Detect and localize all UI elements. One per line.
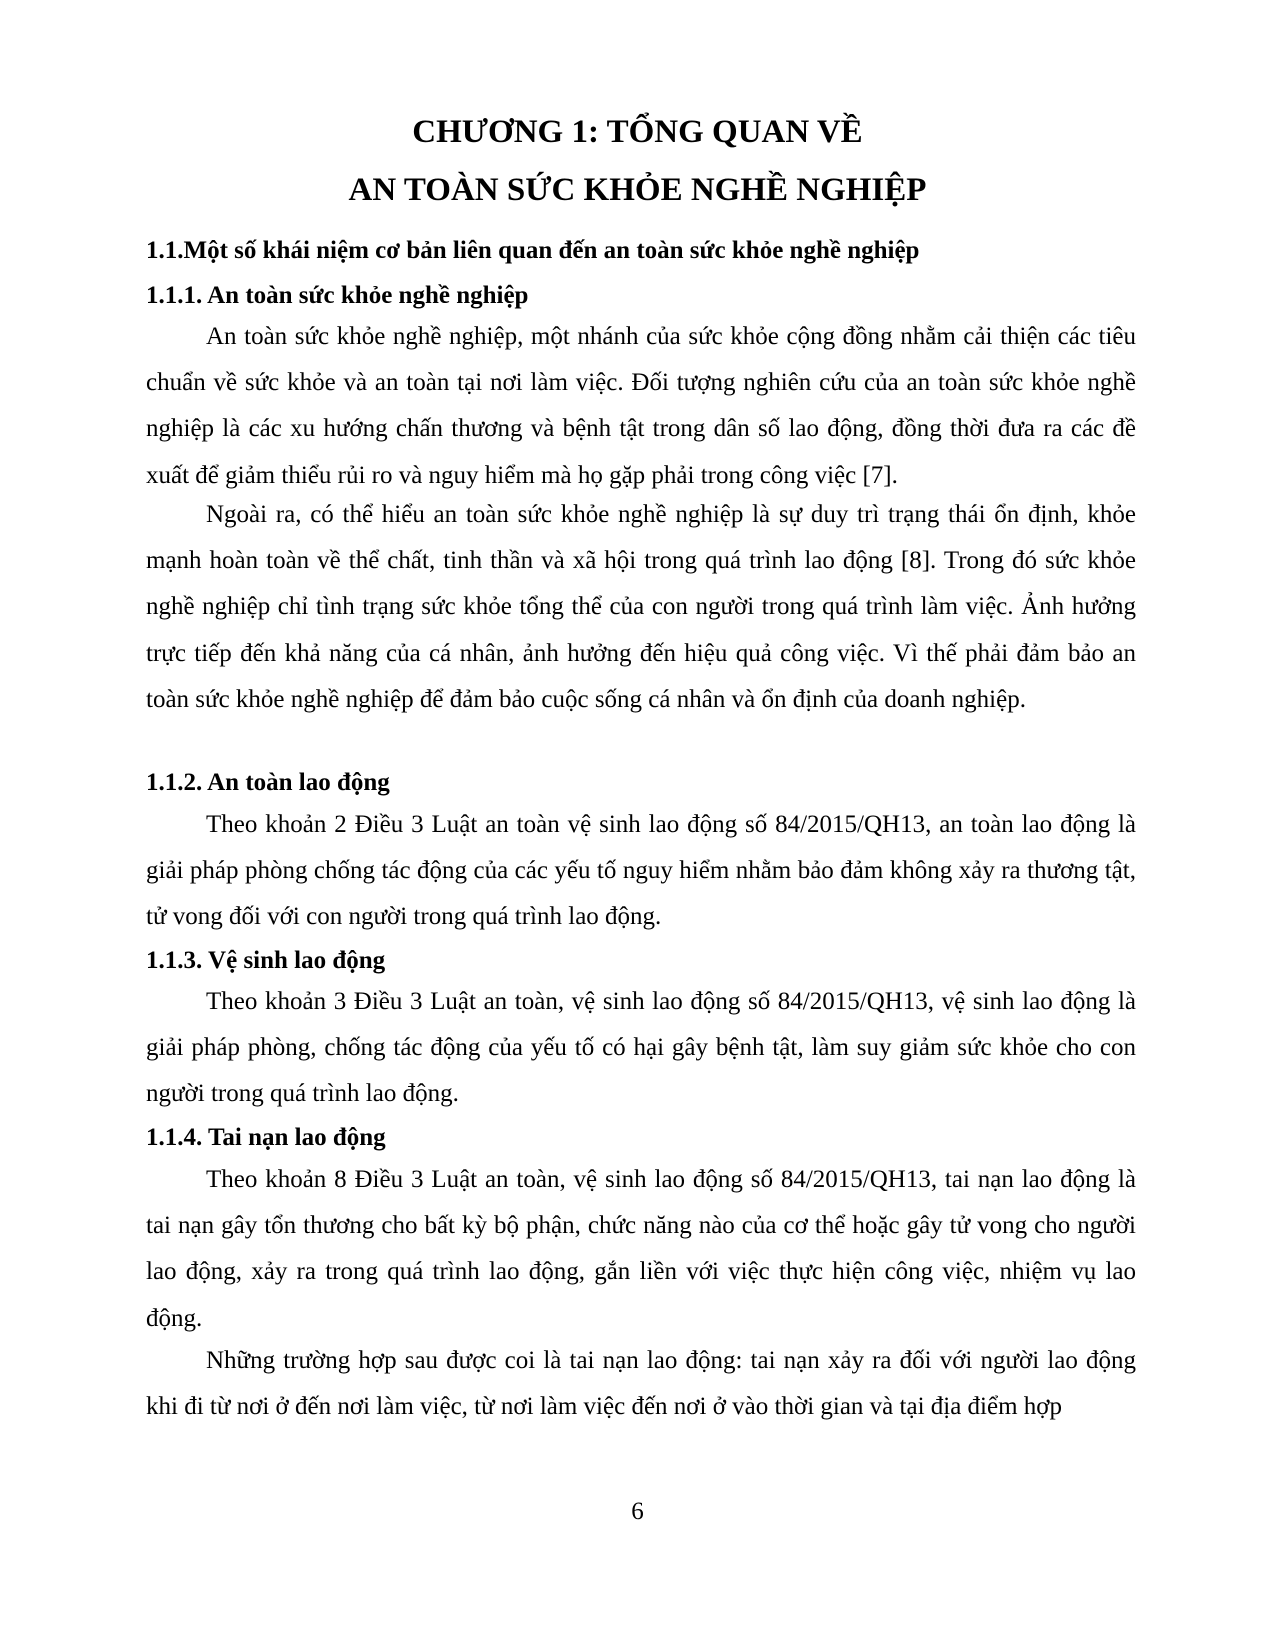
section-heading-1-1-3: 1.1.3. Vệ sinh lao động [146,947,386,974]
page-number: 6 [631,1498,644,1525]
paragraph-1-1-4-b: Những trường hợp sau được coi là tai nạn lao động: tai nạn xảy ra đối với người lao động khi đi từ nơi ở đến nơi làm việc, từ nơi làm việc đến nơi ở vào thời gian và tại địa điểm hợp [146,1347,1136,1421]
paragraph-1-1-3: Theo khoản 3 Điều 3 Luật an toàn, vệ sinh lao động số 84/2015/QH13, vệ sinh lao động là giải pháp phòng, chống tác động của yếu tố có hại gây bệnh tật, làm suy giảm sức khỏe cho con người trong quá trình lao động. [146,988,1136,1108]
chapter-title-line-1: CHƯƠNG 1: TỔNG QUAN VỀ [412,114,863,150]
paragraph-1-1-1-b: Ngoài ra, có thể hiểu an toàn sức khỏe nghề nghiệp là sự duy trì trạng thái ổn định, khỏe mạnh hoàn toàn về thể chất, tinh thần và xã hội trong quá trình lao động [8]. Trong đó sức khỏe nghề nghiệp chỉ tình trạng sức khỏe tổng thể của con người trong quá trình làm việc. Ảnh hưởng trực tiếp đến khả năng của cá nhân, ảnh hưởng đến hiệu quả công việc. Vì thế phải đảm bảo an toàn sức khỏe nghề nghiệp để đảm bảo cuộc sống cá nhân và ổn định của doanh nghiệp. [146,501,1136,713]
paragraph-1-1-2: Theo khoản 2 Điều 3 Luật an toàn vệ sinh lao động số 84/2015/QH13, an toàn lao động là giải pháp phòng chống tác động của các yếu tố nguy hiểm nhằm bảo đảm không xảy ra thương tật, tử vong đối với con người trong quá trình lao động. [146,811,1136,931]
chapter-title-line-2: AN TOÀN SỨC KHỎE NGHỀ NGHIỆP [348,172,927,208]
section-heading-1-1-1: 1.1.1. An toàn sức khỏe nghề nghiệp [146,282,529,309]
section-heading-1-1: 1.1.Một số khái niệm cơ bản liên quan đến an toàn sức khỏe nghề nghiệp [146,237,920,264]
paragraph-1-1-4-a: Theo khoản 8 Điều 3 Luật an toàn, vệ sinh lao động số 84/2015/QH13, tai nạn lao động là tai nạn gây tổn thương cho bất kỳ bộ phận, chức năng nào của cơ thể hoặc gây tử vong cho người lao động, xảy ra trong quá trình lao động, gắn liền với việc thực hiện công việc, nhiệm vụ lao động. [146,1166,1136,1332]
paragraph-1-1-1-a: An toàn sức khỏe nghề nghiệp, một nhánh của sức khỏe cộng đồng nhằm cải thiện các tiêu chuẩn về sức khỏe và an toàn tại nơi làm việc. Đối tượng nghiên cứu của an toàn sức khỏe nghề nghiệp là các xu hướng chấn thương và bệnh tật trong dân số lao động, đồng thời đưa ra các đề xuất để giảm thiểu rủi ro và nguy hiểm mà họ gặp phải trong công việc [7]. [146,323,1136,489]
section-heading-1-1-4: 1.1.4. Tai nạn lao động [146,1124,386,1151]
section-heading-1-1-2: 1.1.2. An toàn lao động [146,769,390,796]
